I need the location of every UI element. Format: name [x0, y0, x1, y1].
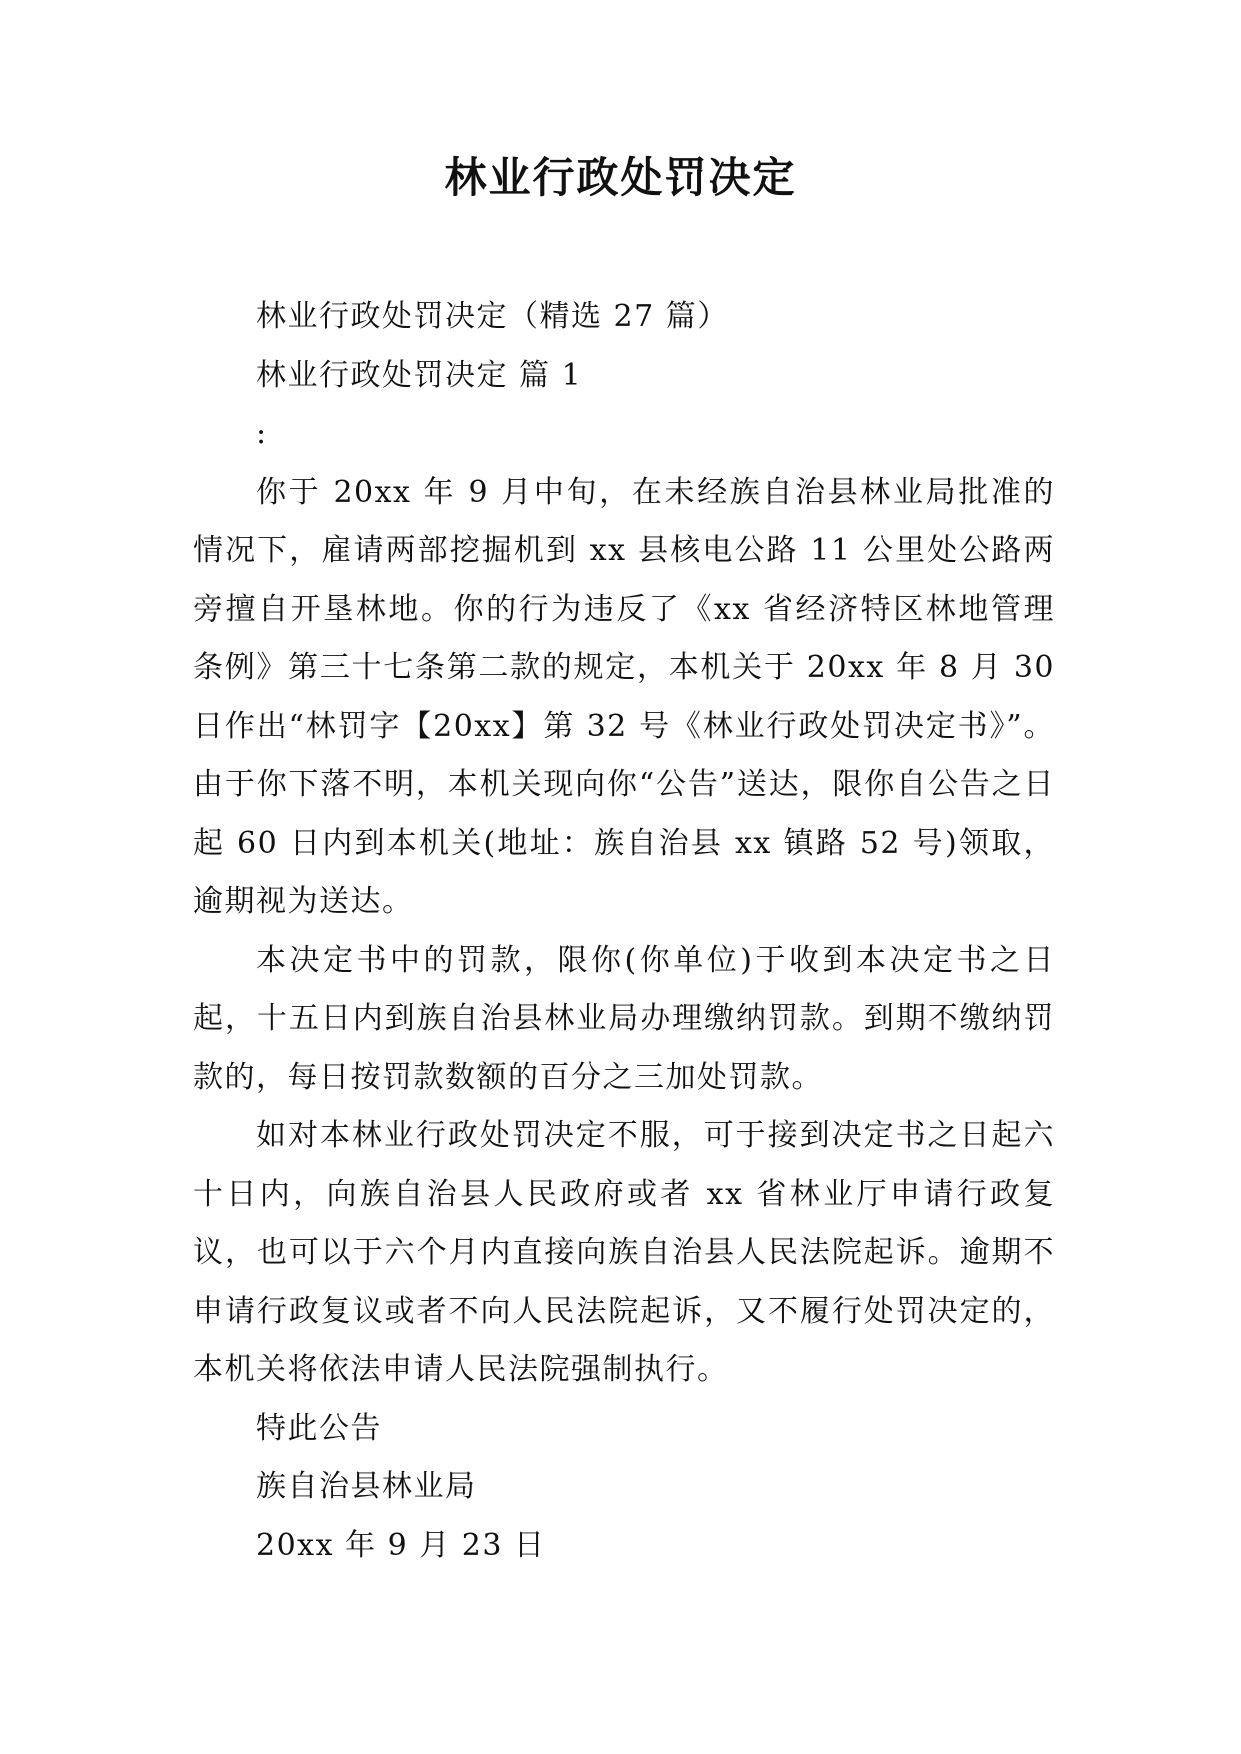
- section-heading: 林业行政处罚决定 篇 1: [256, 357, 583, 393]
- appeal-paragraph: 如对本林业行政处罚决定不服，可于接到决定书之日起六十日内，向族自治县人民政府或者 xx 省林业厅申请行政复议，也可以于六个月内直接向族自治县人民法院起诉。逾期不申请行政复议或者不向人民法院起诉，又不履行处罚决定的，本机关将依法申请人民法院强制执行。: [193, 1118, 1055, 1387]
- date-line: 20xx 年 9 月 23 日: [256, 1527, 546, 1563]
- fine-paragraph: 本决定书中的罚款，限你(你单位)于收到本决定书之日起，十五日内到族自治县林业局办理缴纳罚款。到期不缴纳罚款的，每日按罚款数额的百分之三加处罚款。: [193, 942, 1055, 1095]
- issuer-line: 族自治县林业局: [256, 1469, 477, 1504]
- announcement-line: 特此公告: [256, 1410, 382, 1446]
- colon-line: :: [256, 416, 268, 451]
- document-title: 林业行政处罚决定: [444, 153, 797, 202]
- document-body: [193, 288, 1055, 1575]
- notice-paragraph: 你于 20xx 年 9 月中旬，在未经族自治县林业局批准的情况下，雇请两部挖掘机到 xx 县核电公路 11 公里处公路两旁擅自开垦林地。你的行为违反了《xx 省经济特区林地管理条例》第三十七条第二款的规定，本机关于 20xx 年 8 月 30 日作出“林罚字【20xx】第 32 号《林业行政处罚决定书》”。由于你下落不明，本机关现向你“公告”送达，限你自公告之日起 60 日内到本机关(地址：族自治县 xx 镇路 52 号)领取，逾期视为送达。: [193, 474, 1055, 919]
- subtitle-paragraph: 林业行政处罚决定（精选 27 篇）: [256, 299, 729, 334]
